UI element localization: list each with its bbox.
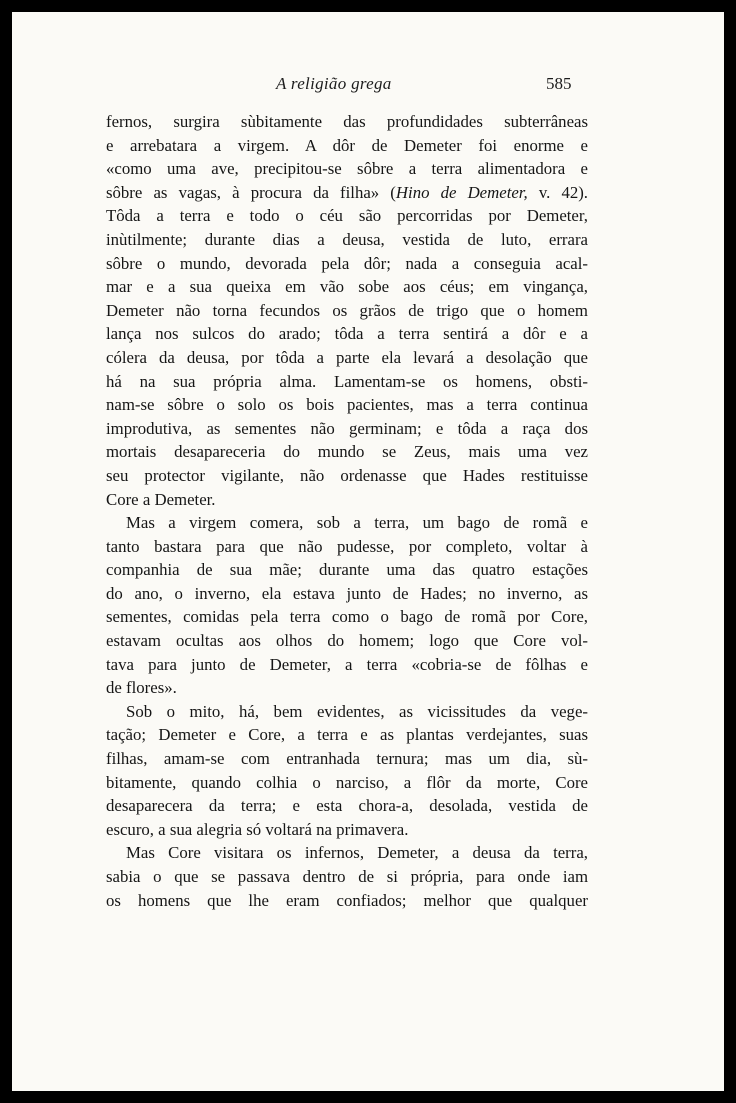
text-line: os homens que lhe eram confiados; melhor que qualquer — [106, 890, 588, 910]
text-line-with-citation: sôbre as vagas, à procura da filha» (Hino de Demeter, v. 42). — [106, 182, 589, 202]
text-line: cólera da deusa, por tôda a parte ela levará a desolação que — [106, 347, 588, 367]
page-number: 585 — [546, 74, 572, 93]
text-line: inùtilmente; durante dias a deusa, vestida de luto, errara — [106, 229, 588, 249]
text-line: tação; Demeter e Core, a terra e as plantas verdejantes, suas — [106, 725, 588, 745]
citation-title: Hino de Demeter, — [395, 182, 528, 202]
text-line: Mas a virgem comera, sob a terra, um bago de romã e — [126, 513, 588, 533]
text-line: Core a Demeter. — [106, 489, 216, 509]
text-line: bitamente, quando colhia o narciso, a flôr da morte, Core — [106, 772, 588, 792]
text-line: Demeter não torna fecundos os grãos de trigo que o homem — [106, 300, 588, 320]
text-line: escuro, a sua alegria só voltará na primavera. — [106, 819, 409, 839]
text-line: filhas, amam-se com entranhada ternura; mas um dia, sù- — [106, 749, 588, 769]
paragraph — [106, 841, 588, 912]
paragraph — [106, 110, 588, 511]
text-line: sôbre o mundo, devorada pela dôr; nada a conseguia acal- — [106, 253, 588, 273]
text-line: nam-se sôbre o solo os bois pacientes, mas a terra continua — [106, 395, 588, 415]
text-line: seu protector vigilante, não ordenasse que Hades restituisse — [106, 465, 588, 485]
text-line: mar e a sua queixa em vão sobe aos céus; em vingança, — [106, 277, 588, 297]
text-line: mortais desapareceria do mundo se Zeus, mais uma vez — [106, 442, 588, 462]
paragraph — [106, 511, 588, 700]
text-line: lança nos sulcos do arado; tôda a terra sentirá a dôr e a — [106, 324, 588, 344]
text-line: Mas Core visitara os infernos, Demeter, a deusa da terra, — [126, 843, 588, 863]
text-line: e arrebatara a virgem. A dôr de Demeter foi enorme e — [106, 135, 588, 155]
text-line: improdutiva, as sementes não germinam; e tôda a raça dos — [106, 418, 588, 438]
text-line: Tôda a terra e todo o céu são percorridas por Demeter, — [106, 206, 588, 226]
text-line: tava para junto de Demeter, a terra «cobria-se de fôlhas e — [106, 654, 588, 674]
text-line: companhia de sua mãe; durante uma das quatro estações — [106, 560, 588, 580]
text-line: estavam ocultas aos olhos do homem; logo que Core vol- — [106, 631, 588, 651]
paragraph — [106, 700, 588, 842]
body-text — [106, 110, 588, 912]
text-line: sementes, comidas pela terra como o bago de romã por Core, — [106, 607, 588, 627]
text-line: sabia o que se passava dentro de si própria, para onde iam — [106, 867, 588, 886]
text-line: há na sua própria alma. Lamentam-se os homens, obsti- — [106, 371, 588, 391]
book-page — [12, 12, 724, 1091]
text-line: «como uma ave, precipitou-se sôbre a terra alimentadora e — [106, 159, 588, 179]
text-line: Sob o mito, há, bem evidentes, as vicissitudes da vege- — [126, 701, 588, 721]
text-line: desaparecera da terra; e esta chora-a, desolada, vestida de — [106, 796, 588, 816]
running-title: A religião grega — [276, 74, 392, 93]
text-line: fernos, surgira sùbitamente das profundidades subterrâneas — [106, 112, 588, 131]
text-line: tanto bastara para que não pudesse, por completo, voltar à — [106, 536, 588, 556]
text-line: de flores». — [106, 678, 177, 698]
page-header — [12, 74, 724, 100]
text-line: do ano, o inverno, ela estava junto de Hades; no inverno, as — [106, 583, 588, 603]
